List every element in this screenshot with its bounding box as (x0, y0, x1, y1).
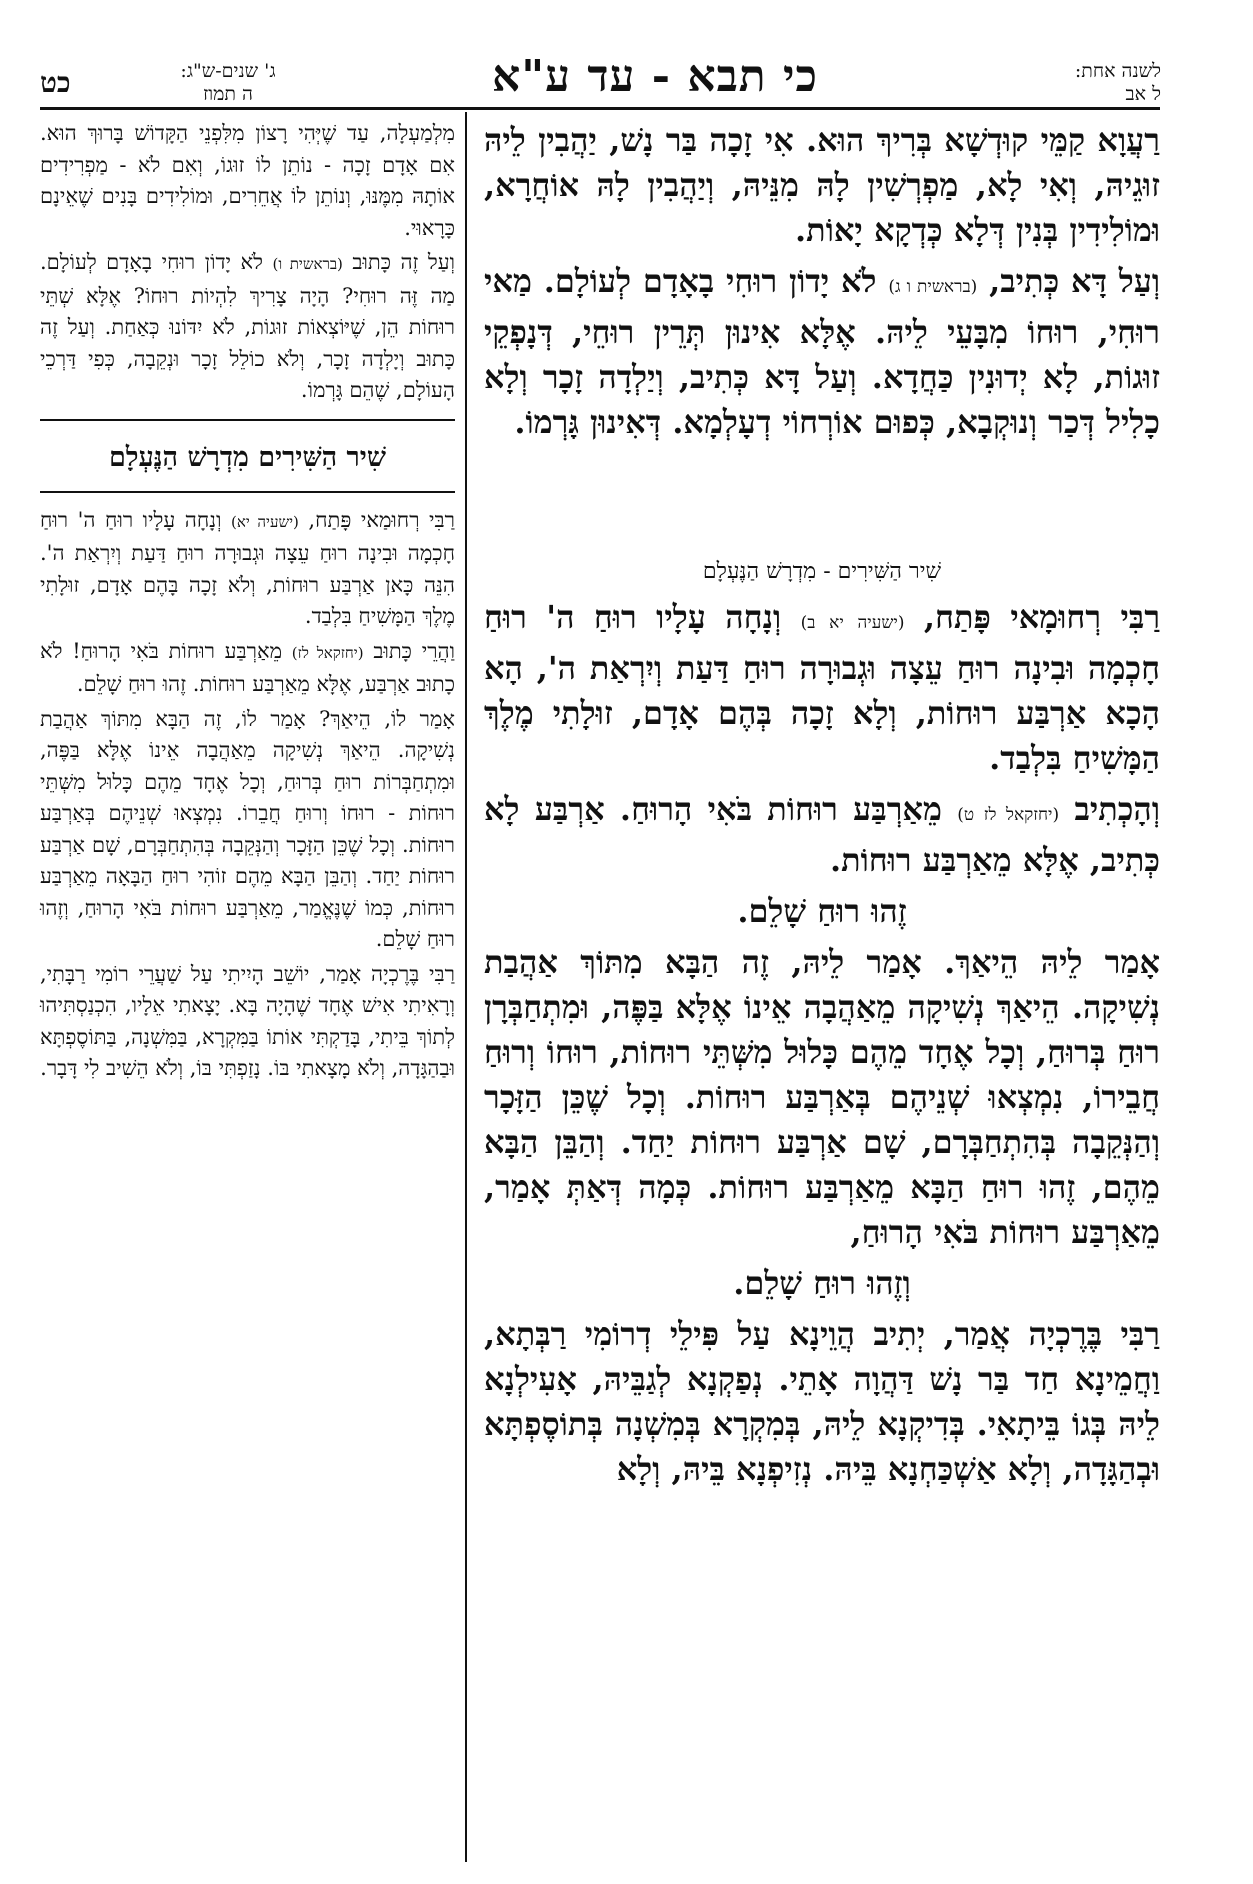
main-paragraph-centered: זֶהוּ רוּחַ שָׁלֵם. (737, 892, 907, 930)
translation-paragraph: אָמַר לוֹ, הֵיאַךְ? אָמַר לוֹ, זֶה הַבָּא מִתּוֹךְ אַהֲבַת נְשִׁיקָה. הֵיאַךְ נְשִׁיקָה מֵאַהֲבָה אֵינוֹ אֶלָּא בַּפֶּה, וּמִתְחַבְּרוֹת רוּחַ בְּרוּחַ, וְכָל אֶחָד מֵהֶם כָּלוּל מִשְּׁתֵּי רוּחוֹת - רוּחוֹ וְרוּחַ חֲבֵרוֹ. נִמְצְאוּ שְׁנֵיהֶם בְּאַרְבַּע רוּחוֹת. וְכָל שֶׁכֵּן הַזָּכָר וְהַנְּקֵבָה בְּהִתְחַבְּרָם, שָׁם אַרְבַּע רוּחוֹת יַחַד. וְהַבֵּן הַבָּא מֵהֶם זוֹהִי רוּחַ הַבָּאָה מֵאַרְבַּע רוּחוֹת, כְּמוֹ שֶׁנֶּאֱמַר, מֵאַרְבַּע רוּחוֹת בֹּאִי הָרוּחַ, וְזֶהוּ רוּחַ שָׁלֵם. (40, 706, 455, 951)
section-rule (40, 491, 455, 493)
translation-column (40, 118, 455, 1085)
main-text: וְהָכְתִיב (1074, 790, 1161, 828)
main-column (484, 118, 1160, 1492)
translation-paragraph (40, 505, 455, 633)
verse-citation: (יחזקאל לז) (291, 643, 364, 662)
translation-paragraph (40, 247, 455, 407)
verse-citation: (בראשית ו ג) (888, 277, 978, 297)
header-one-year-date: ל אב (1125, 83, 1161, 105)
column-divider (465, 112, 467, 1862)
translation-text: רַבִּי רְחוּמַאי פָּתַח, (308, 507, 455, 532)
main-text: רַעֲוָא קַמֵּי קוּדְשָׁא בְּרִיךְ הוּא. אִי זָכָה בַּר נָשׁ, יַהֲבִין לֵיהּ זוּגֵיהּ, וְאִי לָא, מַפְרְשִׁין לָהּ מִנֵּיהּ, וְיַהֲבִין לָהּ אוֹחֲרָא, וּמוֹלִידִין בְּנִין דְּלָא כְּדְקָא יָאוֹת. (484, 121, 1160, 249)
header-rule (40, 107, 1160, 110)
translation-paragraph: רַבִּי בֶּרֶכְיָה אָמַר, יוֹשֵׁב הָיִיתִי עַל שַׁעֲרֵי רוֹמִי רַבָּתִי, וְרָאִיתִי אִישׁ אֶחָד שֶׁהָיָה בָּא. יָצָאתִי אֵלָיו, הִכְנַסְתִּיהוּ לְתוֹךְ בֵּיתִי, בָּדַקְתִּי אוֹתוֹ בַּמִּקְרָא, בַּמִּשְׁנָה, בַּתּוֹסֶפְתָּא וּבַהַגָּדָה, וְלֹא מָצָאתִי בּוֹ. נָזַפְתִּי בּוֹ, וְלֹא הֵשִׁיב לִי דָּבָר. (40, 961, 455, 1080)
main-paragraph: אָמַר לֵיהּ הֵיאַךְ. אָמַר לֵיהּ, זֶה הַבָּא מִתּוֹךְ אַהֲבַת נְשִׁיקָה. הֵיאַךְ נְשִׁיקָה מֵאַהֲבָה אֵינוֹ אֶלָּא בַּפֶּה, וּמִתְחַבְּרָן רוּחַ בְּרוּחַ, וְכָל אֶחָד מֵהֶם כָּלוּל מִשְּׁתֵּי רוּחוֹת, רוּחוֹ וְרוּחַ חֲבֵירוֹ, נִמְצְאוּ שְׁנֵיהֶם בְּאַרְבַּע רוּחוֹת. וְכָל שֶׁכֵּן הַזָּכָר וְהַנְּקֵבָה בְּהִתְחַבְּרָם, שָׁם אַרְבַּע רוּחוֹת יַחַד. וְהַבֵּן הַבָּא מֵהֶם, זֶהוּ רוּחַ הַבָּא מֵאַרְבַּע רוּחוֹת. כְּמָה דְּאַתְּ אָמַר, מֵאַרְבַּע רוּחוֹת בֹּאִי הָרוּחַ, (484, 943, 1160, 1251)
main-text: וְנָחָה עָלָיו רוּחַ ה' רוּחַ חָכְמָה וּבִינָה רוּחַ עֵצָה וּגְבוּרָה רוּחַ דַּעַת וְיִרְאַת ה', הָא הָכָא אַרְבַּע רוּחוֹת, וְלָא זָכָה בְּהֶם אָדָם, זוּלָתִי מֶלֶךְ הַמָּשִׁיחַ בִּלְבַד. (484, 598, 1160, 777)
header-one-year-label: לשנה אחת: (1074, 60, 1161, 82)
translation-section-heading: שִׁיר הַשִּׁירִים מִדְרָשׁ הַנֶּעְלָם (108, 441, 386, 473)
main-paragraph (484, 787, 1160, 883)
translation-text: וְנָחָה עָלָיו רוּחַ ה' רוּחַ חָכְמָה וּבִינָה רוּחַ עֵצָה וּגְבוּרָה רוּחַ דַּעַת וְיִרְאַת ה'. הִנֵּה כָּאן אַרְבַּע רוּחוֹת, וְלֹא זָכָה בָּהֶם אָדָם, זוּלָתִי מֶלֶךְ הַמָּשִׁיחַ בִּלְבַד. (40, 507, 455, 628)
page-number: כט (40, 66, 71, 99)
main-text: מֵאַרְבַּע רוּחוֹת בֹּאִי הָרוּחַ. אַרְבַּע לָא כְּתִיב, אֶלָּא מֵאַרְבַּע רוּחוֹת. (484, 790, 1160, 879)
main-section-heading: שִׁיר הַשִּׁירִים - מִדְרָשׁ הַנֶּעְלָם (702, 559, 942, 584)
main-paragraph (484, 118, 1160, 253)
verse-citation: (ישעיה יא ב) (800, 613, 905, 633)
translation-text: מֵאַרְבַּע רוּחוֹת בֹּאִי הָרוּחַ! לֹא כָתוּב אַרְבַּע, אֶלָּא מֵאַרְבַּע רוּחוֹת. זֶהוּ רוּחַ שָׁלֵם. (40, 638, 455, 696)
main-paragraph: רַבִּי בֶּרֶכְיָה אֲמַר, יְתִיב הֲוֵינָא עַל פִּילֵי דְרוֹמִי רַבְּתָא, וַחֲמֵינָא חַד בַּר נָשׁ דַּהֲוָה אָתֵי. נְפַקְנָא לְגַבֵּיהּ, אָעִילְנָא לֵיהּ בְּגוֹ בֵּיתָאִי. בְּדִיקְנָא לֵיהּ, בְּמִקְרָא בְּמִשְׁנָה בְּתוֹסֶפְתָּא וּבְהַגָּדָה, וְלָא אַשְׁכַּחְנָא בֵּיהּ. נְזִיפְנָא בֵּיהּ, וְלָא (484, 1315, 1160, 1488)
verse-citation: (יחזקאל לז ט) (957, 805, 1060, 825)
header-three-year-date: ה תמוז (203, 83, 253, 105)
main-paragraph (484, 595, 1160, 781)
translation-text: לֹא יָדוֹן רוּחִי בָאָדָם לְעוֹלָם. מַה זֶּה רוּחִי? הָיָה צָרִיךְ לִהְיוֹת רוּחוֹ? אֶלָּא שְׁתֵּי רוּחוֹת הֵן, שֶׁיּוֹצְאוֹת זוּגוֹת, לֹא יִדּוֹנוּ כְּאַחַת. וְעַל זֶה כָּתוּב וְיָלְדָה זָכָר, וְלֹא כוֹלֵל זָכָר וּנְקֵבָה, כְּפִי דַּרְכֵי הָעוֹלָם, שֶׁהֵם גָּרְמוֹ. (40, 250, 455, 402)
translation-paragraph: מִלְמַעְלָה, עַד שֶׁיְּהִי רָצוֹן מִלִּפְנֵי הַקָּדוֹשׁ בָּרוּךְ הוּא. אִם אָדָם זָכָה - נוֹתֵן לוֹ זוּגוֹ, וְאִם לֹא - מַפְרִידִים אוֹתָהּ מִמֶּנּוּ, וְנוֹתֵן לוֹ אֲחֵרִים, וּמוֹלִידִים בָּנִים שֶׁאֵינָם כָּרָאוּי. (40, 121, 455, 240)
header-three-year-schedule (128, 60, 328, 106)
main-paragraph (484, 259, 1160, 445)
page-title: כי תבא - עד ע"א (491, 51, 818, 102)
translation-text: וְעַל זֶה כָּתוּב (352, 250, 455, 274)
main-text: וְעַל דָּא כְּתִיב, (989, 262, 1161, 300)
translation-paragraph (40, 636, 455, 701)
translation-text: וַהֲרֵי כָּתוּב (373, 638, 455, 663)
main-text: לֹא יָדוֹן רוּחִי בָאָדָם לְעוֹלָם. מַאי רוּחִי, רוּחוֹ מִבָּעֵי לֵיהּ. אֶלָּא אִינוּן תְּרֵין רוּחֵי, דְּנָפְקֵי זוּגוֹת, לָא יְדוּנִין כַּחֲדָא. וְעַל דָּא כְּתִיב, וְיַלְדָה זָכָר וְלָא כָלִיל דְּכַר וְנוּקְבָא, כְּפוּם אוֹרְחוֹי דְעָלְמָא. דְּאִינוּן גָּרְמוֹ. (484, 262, 1161, 441)
main-paragraph-centered: וְזֶהוּ רוּחַ שָׁלֵם. (733, 1264, 911, 1302)
verse-citation: (ישעיה יא) (231, 512, 299, 531)
verse-citation: (בראשית ו) (272, 255, 343, 273)
section-rule (40, 419, 455, 421)
header-three-year-label: ג' שנים-ש"ג: (180, 60, 276, 82)
main-text: רַבִּי רְחוּמָאי פָּתַח, (923, 598, 1161, 636)
header-daily-schedule (1001, 60, 1161, 106)
